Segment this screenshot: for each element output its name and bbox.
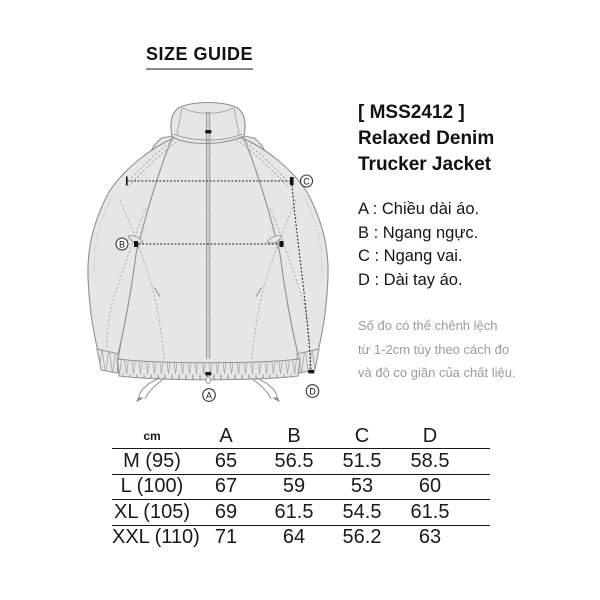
- legend-line-b: B : Ngang ngực.: [358, 223, 479, 242]
- legend-line-c: C : Ngang vai.: [358, 247, 463, 265]
- column-header-c: C: [354, 424, 370, 447]
- marker-b-label: B: [118, 239, 126, 250]
- value-cell: 54.5: [342, 500, 382, 523]
- value-cell: 59: [282, 475, 306, 498]
- measurement-note: [358, 314, 516, 385]
- column-header-b: B: [287, 424, 301, 447]
- value-cell: 67: [214, 475, 238, 498]
- value-cell: 53: [350, 475, 374, 498]
- value-cell: 71: [214, 526, 238, 549]
- marker-d-label: D: [309, 386, 316, 397]
- column-header-a: A: [219, 424, 233, 447]
- table-row: [112, 449, 490, 475]
- legend-line-a: A : Chiều dài áo.: [358, 200, 480, 218]
- product-info: [358, 100, 494, 178]
- product-name-line2: Trucker Jacket: [358, 154, 492, 175]
- note-line-1: Số đo có thể chênh lệch: [358, 318, 498, 333]
- note-line-2: từ 1-2cm tùy theo cách đo: [358, 341, 510, 357]
- value-cell: 63: [418, 526, 442, 549]
- page-title: SIZE GUIDE: [146, 44, 253, 70]
- column-header-d: D: [422, 424, 438, 447]
- value-cell: 69: [214, 500, 238, 523]
- marker-c: [301, 175, 313, 187]
- size-table: [112, 424, 490, 550]
- marker-c-label: C: [303, 176, 310, 187]
- value-cell: 61.5: [410, 500, 450, 523]
- table-row: [112, 500, 490, 526]
- value-cell: 58.5: [410, 449, 450, 472]
- size-cell: XL (105): [114, 500, 190, 523]
- size-cell: L (100): [120, 475, 184, 498]
- size-cell: M (95): [123, 449, 181, 472]
- note-line-3: và độ co giãn của chất liệu.: [358, 365, 516, 380]
- table-row: [112, 526, 490, 551]
- size-cell: XXL (110): [112, 526, 200, 549]
- value-cell: 60: [418, 475, 442, 498]
- value-cell: 56.2: [342, 526, 382, 549]
- marker-d: [306, 385, 319, 398]
- marker-b: [116, 238, 128, 250]
- value-cell: 61.5: [274, 500, 314, 523]
- product-name-line1: Relaxed Denim: [358, 128, 495, 149]
- product-code: [ MSS2412 ]: [358, 102, 465, 123]
- table-row: [112, 475, 490, 501]
- value-cell: 64: [282, 526, 306, 549]
- zipper-pull: [206, 377, 210, 384]
- table-header-row: [112, 424, 490, 449]
- value-cell: 65: [214, 449, 238, 472]
- legend-line-d: D : Dài tay áo.: [358, 270, 463, 289]
- marker-a: [203, 389, 216, 402]
- value-cell: 56.5: [274, 449, 314, 472]
- unit-header: cm: [143, 429, 161, 443]
- jacket-diagram: [60, 88, 350, 410]
- value-cell: 51.5: [342, 449, 382, 472]
- measurement-legend: [358, 198, 479, 292]
- marker-a-label: A: [205, 390, 213, 401]
